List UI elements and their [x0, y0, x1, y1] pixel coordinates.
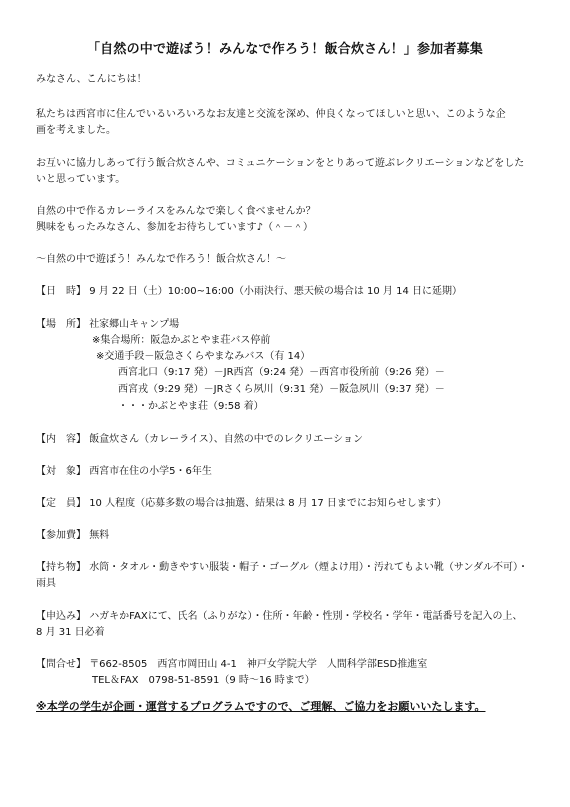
- items-row: [36, 561, 528, 575]
- place-value: 社家郷山キャンプ場: [89, 319, 180, 330]
- place-row: [36, 318, 179, 332]
- contact-row: [36, 658, 427, 672]
- apply-value-line-1: ハガキかFAXにて、氏名（ふりがな）・住所・年齢・性別・学校名・学年・電話番号を記入の上、: [89, 611, 523, 622]
- meeting-place: ※集合場所：阪急かぶとやま荘バス停前: [92, 335, 271, 346]
- slogan: ～自然の中で遊ぼう！みんなで作ろう！飯合炊さん！～: [36, 254, 286, 265]
- route-line-1: 西宮北口（9:17 発）－JR西宮（9:24 発）－西宮市役所前（9:26 発）－: [118, 367, 445, 378]
- place-label: 【場 所】: [36, 319, 86, 330]
- document-title: 「自然の中で遊ぼう！みんなで作ろう！飯合炊さん！」参加者募集: [86, 42, 483, 57]
- fee-value: 無料: [89, 530, 110, 541]
- intro-paragraph-2-line-2: いと思っています。: [36, 174, 126, 185]
- contact-value-line-1: 〒662-8505 西宮市岡田山 4-1 神戸女学院大学 人間科学部ESD推進室: [89, 659, 428, 670]
- apply-value-line-2: 8 月 31 日必着: [36, 627, 105, 638]
- content-value: 飯盒炊さん（カレーライス）、自然の中でのレクリエーション: [89, 434, 363, 445]
- route-line-3: ・・・かぶとやま荘（9:58 着）: [118, 401, 264, 412]
- date-label: 【日 時】: [36, 286, 86, 297]
- intro-paragraph-1-line-2: 画を考えました。: [36, 125, 116, 136]
- closing-notice: ※本学の学生が企画・運営するプログラムですので、ご理解、ご協力をお願いいたします。: [36, 700, 486, 713]
- date-value: 9 月 22 日（土）10:00~16:00（小雨決行、悪天候の場合は 10 月 14 日に延期）: [89, 286, 462, 297]
- contact-label: 【問合せ】: [36, 659, 86, 670]
- intro-paragraph-2-line-1: お互いに協力しあって行う飯合炊さんや、コミュニケーションをとりあって遊ぶレクリエーションなどをした: [36, 158, 525, 169]
- capacity-label: 【定 員】: [36, 498, 86, 509]
- content-row: [36, 433, 363, 447]
- target-label: 【対 象】: [36, 466, 86, 477]
- target-value: 西宮市在住の小学5・6年生: [89, 466, 212, 477]
- contact-value-line-2: TEL＆FAX 0798-51-8591（9 時～16 時まで）: [92, 675, 315, 686]
- items-label: 【持ち物】: [36, 562, 86, 573]
- invitation-line-1: 自然の中で作るカレーライスをみんなで楽しく食べませんか？: [36, 206, 316, 217]
- apply-label: 【申込み】: [36, 611, 86, 622]
- fee-row: [36, 529, 109, 543]
- capacity-row: [36, 497, 447, 511]
- route-line-2: 西宮戎（9:29 発）－JRさくら夙川（9:31 発）－阪急夙川（9:37 発）－: [118, 384, 445, 395]
- intro-paragraph-1-line-1: 私たちは西宮市に住んでいるいろいろなお友達と交流を深め、仲良くなってほしいと思い、このような企: [36, 109, 506, 120]
- transport: ※交通手段－阪急さくらやまなみバス（有 14）: [96, 351, 311, 362]
- greeting: みなさん、こんにちは！: [36, 74, 147, 85]
- capacity-value: 10 人程度（応募多数の場合は抽選、結果は 8 月 17 日までにお知らせします）: [89, 498, 447, 509]
- items-value-line-1: 水筒・タオル・動きやすい服装・帽子・ゴーグル（煙よけ用）・汚れてもよい靴（サンダル不可）・: [89, 562, 528, 573]
- apply-row: [36, 610, 523, 624]
- target-row: [36, 465, 212, 479]
- invitation-line-2: 興味をもったみなさん、参加をお待ちしています♪（＾－＾）: [36, 222, 313, 233]
- content-label: 【内 容】: [36, 434, 86, 445]
- items-value-line-2: 雨具: [36, 578, 56, 589]
- fee-label: 【参加費】: [36, 530, 86, 541]
- date-row: [36, 285, 462, 299]
